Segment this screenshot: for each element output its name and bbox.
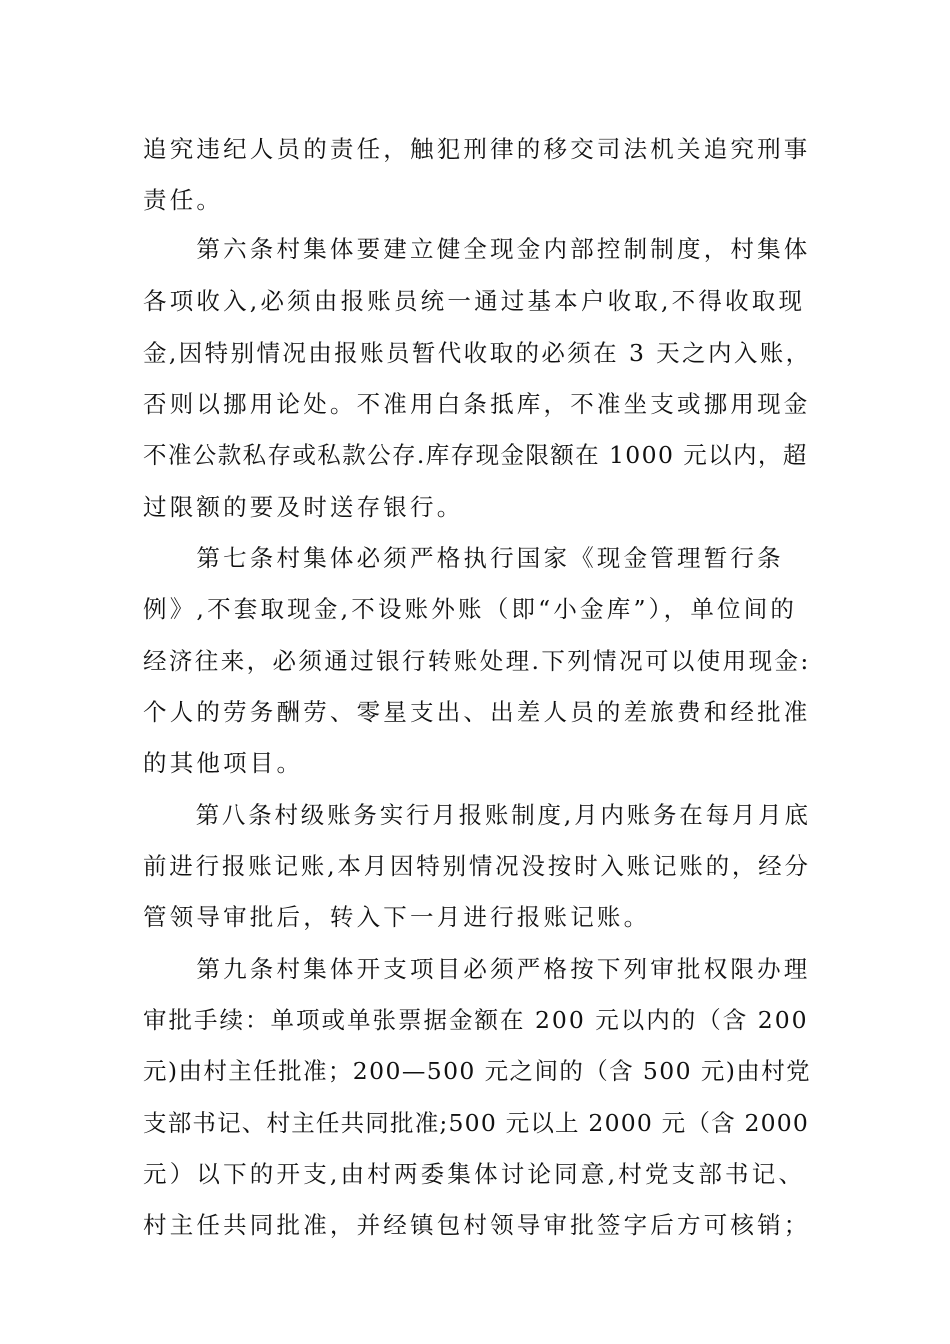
paragraph-article-9-start: 第九条村集体开支项目必须严格按下列审批权限办理 [143,955,811,983]
text-line: 责任。 [143,186,224,214]
text-line: 否则以挪用论处。不准用白条抵库，不准坐支或挪用现金 [143,390,811,418]
text-line: 例》,不套取现金,不设账外账（即“小金库”），单位间的 [143,595,798,623]
text-line: 各项收入,必须由报账员统一通过基本户收取,不得收取现 [143,287,806,315]
text-line: 个人的劳务酬劳、零星支出、出差人员的差旅费和经批准 [143,698,811,726]
text-line: 的其他项目。 [143,749,304,777]
text-line: 金,因特别情况由报账员暂代收取的必须在 3 天之内入账， [143,339,812,367]
text-line: 元)由村主任批准；200—500 元之间的（含 500 元)由村党 [143,1057,812,1085]
text-line: 不准公款私存或私款公存.库存现金限额在 1000 元以内，超 [143,441,808,469]
text-line: 前进行报账记账,本月因特别情况没按时入账记账的，经分 [143,852,811,880]
text-line: 过限额的要及时送存银行。 [143,493,464,521]
text-line: 支部书记、村主任共同批准;500 元以上 2000 元（含 2000 [143,1109,810,1137]
paragraph-article-7-start: 第七条村集体必须严格执行国家《现金管理暂行条 [143,544,784,572]
text-line: 管领导审批后，转入下一月进行报账记账。 [143,903,651,931]
paragraph-article-6-start: 第六条村集体要建立健全现金内部控制制度，村集体 [143,235,811,263]
text-line: 审批手续：单项或单张票据金额在 200 元以内的（含 200 [143,1006,809,1034]
paragraph-article-8-start: 第八条村级账务实行月报账制度,月内账务在每月月底 [143,801,811,829]
text-line: 村主任共同批准，并经镇包村领导审批签字后方可核销； [143,1211,811,1239]
text-line: 经济往来，必须通过银行转账处理.下列情况可以使用现金: [143,647,811,675]
text-line: 元）以下的开支,由村两委集体讨论同意,村党支部书记、 [143,1160,806,1188]
text-line: 追究违纪人员的责任，触犯刑律的移交司法机关追究刑事 [143,135,811,163]
